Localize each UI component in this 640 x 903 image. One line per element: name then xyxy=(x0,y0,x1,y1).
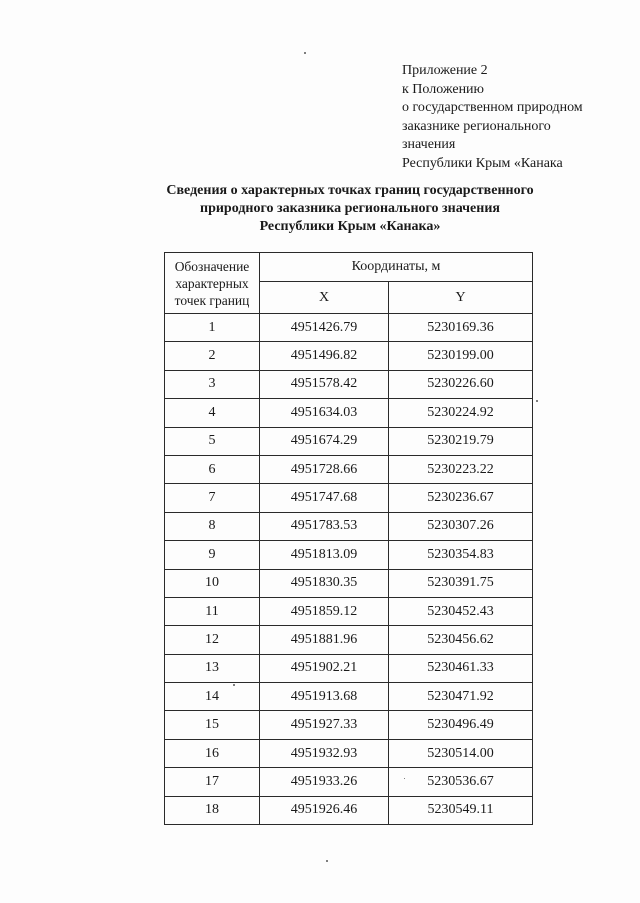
point-number-cell: 5 xyxy=(165,427,260,455)
x-coordinate-cell: 4951634.03 xyxy=(260,399,389,427)
y-coordinate-cell: 5230219.79 xyxy=(389,427,533,455)
point-number-cell: 2 xyxy=(165,342,260,370)
header-coordinates: Координаты, м xyxy=(260,253,533,282)
appendix-note xyxy=(402,62,622,173)
point-number-cell: 13 xyxy=(165,654,260,682)
table-row xyxy=(165,626,533,654)
scan-speck xyxy=(233,684,235,686)
scan-speck xyxy=(326,860,328,862)
appendix-line: Приложение 2 xyxy=(402,63,488,78)
x-coordinate-cell: 4951747.68 xyxy=(260,484,389,512)
table-row xyxy=(165,768,533,796)
y-coordinate-cell: 5230307.26 xyxy=(389,512,533,540)
y-coordinate-cell: 5230471.92 xyxy=(389,683,533,711)
table-row xyxy=(165,796,533,824)
x-coordinate-cell: 4951426.79 xyxy=(260,314,389,342)
x-coordinate-cell: 4951728.66 xyxy=(260,455,389,483)
point-number-cell: 12 xyxy=(165,626,260,654)
point-number-cell: 4 xyxy=(165,399,260,427)
y-coordinate-cell: 5230354.83 xyxy=(389,541,533,569)
x-coordinate-cell: 4951902.21 xyxy=(260,654,389,682)
y-coordinate-cell: 5230391.75 xyxy=(389,569,533,597)
y-coordinate-cell: 5230452.43 xyxy=(389,597,533,625)
point-number-cell: 3 xyxy=(165,370,260,398)
y-coordinate-cell: 5230549.11 xyxy=(389,796,533,824)
coordinates-table xyxy=(164,252,533,825)
y-coordinate-cell: 5230169.36 xyxy=(389,314,533,342)
x-coordinate-cell: 4951933.26 xyxy=(260,768,389,796)
x-coordinate-cell: 4951881.96 xyxy=(260,626,389,654)
x-coordinate-cell: 4951859.12 xyxy=(260,597,389,625)
table-row xyxy=(165,370,533,398)
header-x: X xyxy=(260,282,389,314)
table-row xyxy=(165,569,533,597)
y-coordinate-cell: 5230226.60 xyxy=(389,370,533,398)
table-row xyxy=(165,711,533,739)
x-coordinate-cell: 4951578.42 xyxy=(260,370,389,398)
appendix-line: о государственном природном xyxy=(402,100,583,115)
document-title xyxy=(100,182,600,236)
x-coordinate-cell: 4951932.93 xyxy=(260,739,389,767)
table-row xyxy=(165,541,533,569)
point-number-cell: 9 xyxy=(165,541,260,569)
title-line: Сведения о характерных точках границ государственного xyxy=(166,183,534,198)
x-coordinate-cell: 4951813.09 xyxy=(260,541,389,569)
y-coordinate-cell: 5230536.67 xyxy=(389,768,533,796)
appendix-line: к Положению xyxy=(402,81,485,97)
y-coordinate-cell: 5230199.00 xyxy=(389,342,533,370)
point-number-cell: 18 xyxy=(165,796,260,824)
table-row xyxy=(165,399,533,427)
table-row xyxy=(165,314,533,342)
point-number-cell: 15 xyxy=(165,711,260,739)
scan-speck xyxy=(404,778,405,779)
header-y: Y xyxy=(389,282,533,314)
point-number-cell: 14 xyxy=(165,683,260,711)
header-points: Обозначение характерных точек границ xyxy=(165,253,260,314)
point-number-cell: 7 xyxy=(165,484,260,512)
table-row xyxy=(165,427,533,455)
title-line: Республики Крым «Канака» xyxy=(259,219,441,234)
x-coordinate-cell: 4951674.29 xyxy=(260,427,389,455)
table-row xyxy=(165,455,533,483)
x-coordinate-cell: 4951830.35 xyxy=(260,569,389,597)
table-row xyxy=(165,512,533,540)
y-coordinate-cell: 5230236.67 xyxy=(389,484,533,512)
appendix-line: Республики Крым «Канака xyxy=(402,155,563,171)
y-coordinate-cell: 5230496.49 xyxy=(389,711,533,739)
x-coordinate-cell: 4951926.46 xyxy=(260,796,389,824)
point-number-cell: 6 xyxy=(165,455,260,483)
appendix-line: заказнике регионального xyxy=(402,118,551,134)
table-row xyxy=(165,597,533,625)
x-coordinate-cell: 4951783.53 xyxy=(260,512,389,540)
table-body xyxy=(165,314,533,825)
title-line: природного заказника регионального значения xyxy=(200,201,500,216)
appendix-line: значения xyxy=(402,137,456,152)
point-number-cell: 17 xyxy=(165,768,260,796)
x-coordinate-cell: 4951927.33 xyxy=(260,711,389,739)
point-number-cell: 10 xyxy=(165,569,260,597)
x-coordinate-cell: 4951913.68 xyxy=(260,683,389,711)
table-row xyxy=(165,683,533,711)
y-coordinate-cell: 5230224.92 xyxy=(389,399,533,427)
y-coordinate-cell: 5230514.00 xyxy=(389,739,533,767)
x-coordinate-cell: 4951496.82 xyxy=(260,342,389,370)
y-coordinate-cell: 5230223.22 xyxy=(389,455,533,483)
scan-speck xyxy=(304,52,306,54)
table-row xyxy=(165,342,533,370)
point-number-cell: 1 xyxy=(165,314,260,342)
point-number-cell: 11 xyxy=(165,597,260,625)
point-number-cell: 16 xyxy=(165,739,260,767)
table-row xyxy=(165,654,533,682)
point-number-cell: 8 xyxy=(165,512,260,540)
y-coordinate-cell: 5230456.62 xyxy=(389,626,533,654)
table-row xyxy=(165,739,533,767)
scan-speck xyxy=(536,400,538,402)
y-coordinate-cell: 5230461.33 xyxy=(389,654,533,682)
table-row xyxy=(165,484,533,512)
